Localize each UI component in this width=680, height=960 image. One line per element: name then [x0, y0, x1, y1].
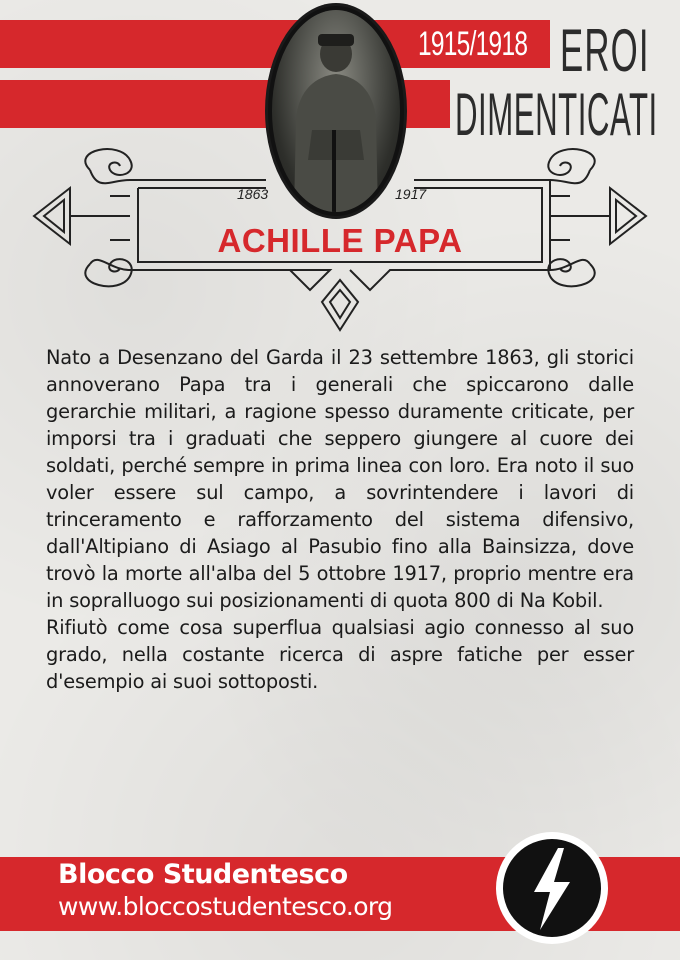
- organization-url[interactable]: www.bloccostudentesco.org: [58, 892, 393, 921]
- hero-name: ACHILLE PAPA: [217, 222, 463, 259]
- biography-paragraph-1: Nato a Desenzano del Garda il 23 settembre 1863, gli storici annoverano Papa tra i generali che spiccarono dalle gerarchie militari, a ragione spesso duramente criticate, per imporsi tra i graduati che seppero giungere al cuore dei soldati, perché sempre in prima linea con loro. Era noto il suo voler essere sul campo, a sovrintendere i lavori di trinceramento e rafforzamento del sistema difensivo, dall'Altipiano di Asiago al Pasubio fino alla Bainsizza, dove trovò la morte all'alba del 5 ottobre 1917, proprio mentre era in sopralluogo sui posizionamenti di quota 800 di Na Kobil.: [46, 346, 634, 612]
- years-label: 1915/1918: [418, 25, 528, 63]
- title-line-2: DIMENTICATI: [455, 81, 658, 148]
- portrait-photo-frame: [268, 6, 404, 216]
- birth-year: 1863: [237, 186, 269, 202]
- biography-paragraph-2: Rifiutò come cosa superflua qualsiasi agio connesso al suo grado, nella costante ricerca di aspre fatiche per esser d'esempio ai suoi sottoposti.: [46, 616, 634, 693]
- portrait-photo: [272, 10, 400, 212]
- death-year: 1917: [395, 186, 427, 202]
- lightning-bolt-circle-icon: [494, 830, 610, 946]
- organization-name: Blocco Studentesco: [58, 859, 348, 890]
- title-line-1: EROI: [560, 17, 650, 84]
- biography-text: [46, 344, 634, 695]
